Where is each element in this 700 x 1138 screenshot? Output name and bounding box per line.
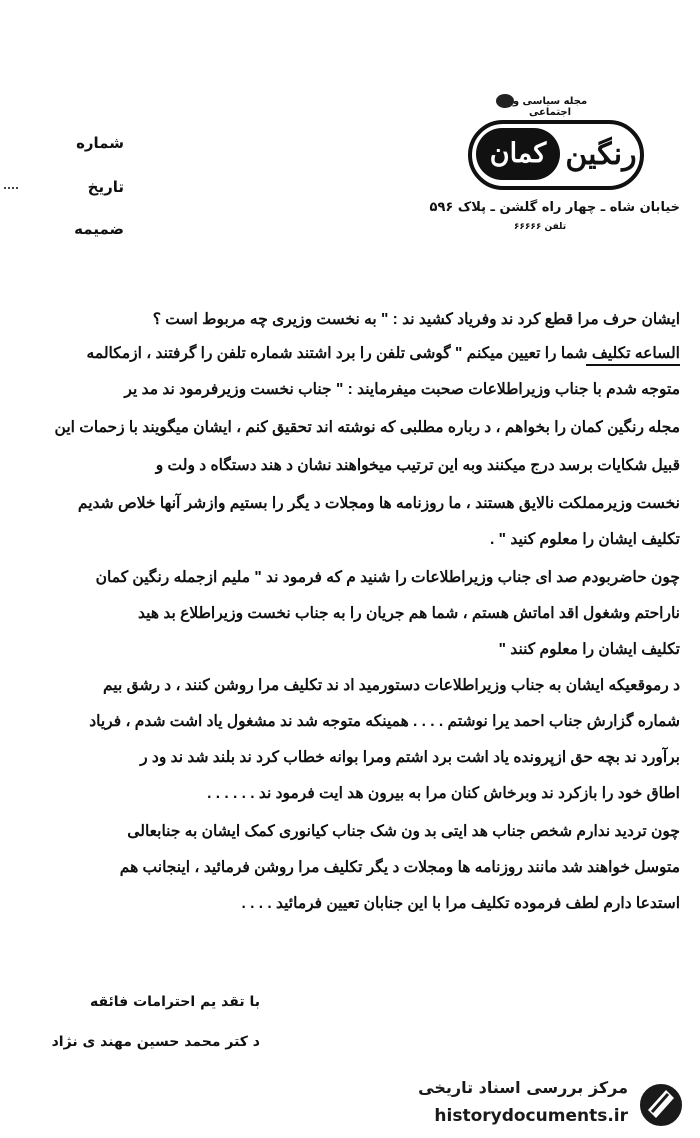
letterhead-address: خیابان شاه ـ چهار راه گلشن ـ پلاک ۵۹۶ [429, 200, 680, 215]
watermark-name: مرکز بررسی اسناد تاریخی [418, 1078, 628, 1097]
closing-regards: با تقد یم احترامات فائقه [89, 994, 260, 1010]
form-label-date: تاریخ [87, 178, 124, 196]
body-line: قبیل شکایات برسد درج میکنند وبه این ترتیب میخواهند نشان د هند دستگاه د ولت و [155, 457, 680, 474]
body-line: چون تردید ندارم شخص جناب هد ایتی بد ون شک جناب کیانوری کمک ایشان به جنابعالی [127, 823, 680, 840]
archive-logo-icon [636, 1080, 686, 1130]
body-line: تکلیف ایشان را معلوم کنید " . [490, 531, 680, 548]
body-line: ایشان حرف مرا قطع کرد ند وفریاد کشید ند : " به نخست وزیری چه مربوط است ؟ [152, 311, 680, 328]
body-line: متوجه شدم با جناب وزیراطلاعات صحبت میفرمایند : " جناب نخست وزیرفرمود ند مد یر [124, 381, 680, 398]
letterhead-phone: تلفن ۶۶۶۶۶ [513, 222, 567, 232]
form-label-attachment: ضمیمه [74, 220, 124, 238]
body-line: برآورد ند بچه حق ازپرونده یاد اشت برد اشتم ومرا بوانه خطاب کرد ند بلند شد ند ود ر [140, 749, 680, 766]
watermark-site: historydocuments.ir [434, 1106, 628, 1126]
signature-name: د کتر محمد حسین مهند ی نژاد [51, 1034, 260, 1050]
body-line: نخست وزیرمملکت نالایق هستند ، ما روزنامه ها ومجلات د یگر را بستیم وازشر آنها خلاص شدیم [77, 495, 680, 512]
body-line: اطاق خود را بازکرد ند وبرخاش کنان مرا به بیرون هد ایت فرمود ند . . . . . . [207, 785, 680, 802]
body-line: شماره گزارش جناب احمد یرا نوشتم . . . . همینکه متوجه شد ند مشغول یاد اشت شدم ، فریاد [89, 713, 680, 730]
logo-word-rangin: رنگین [565, 137, 637, 172]
body-line: چون حاضربودم صد ای جناب وزیراطلاعات را شنید م که فرمود ند " ملیم ازجمله رنگین کمان [95, 569, 680, 586]
body-line: د رموقعیکه ایشان به جناب وزیراطلاعات دستورمید اد ند تکلیف مرا روشن کنند ، د رشق بیم [102, 677, 680, 694]
body-line: استدعا دارم لطف فرموده تکلیف مرا با این جنابان تعیین فرمائید . . . . [241, 895, 680, 912]
body-line: تکلیف ایشان را معلوم کنند " [498, 641, 680, 658]
underline-mark [586, 364, 680, 366]
body-line: ناراحتم وشغول اقد اماتش هستم ، شما هم جریان را به جناب نخست وزیراطلاع بد هید [138, 605, 680, 622]
body-line: الساعه تکلیف شما را تعیین میکنم " گوشی تلفن را برد اشتند شماره تلفن را گرفتند ، ازمکالمه [86, 345, 680, 362]
body-line: متوسل خواهند شد مانند روزنامه ها ومجلات د یگر تکلیف مرا روشن فرمائید ، اینجانب هم [119, 859, 680, 876]
body-line: مجله رنگین کمان را بخواهم ، د رباره مطلبی که نوشته اند تحقیق کنم ، ایشان میگویند با زحمات این [54, 419, 680, 436]
date-dots [4, 187, 18, 191]
form-label-number: شماره [76, 134, 124, 152]
logo-word-kaman: کمان [476, 128, 560, 180]
letterhead-tagline: مجله سیاسی و اجتماعی [512, 96, 588, 118]
